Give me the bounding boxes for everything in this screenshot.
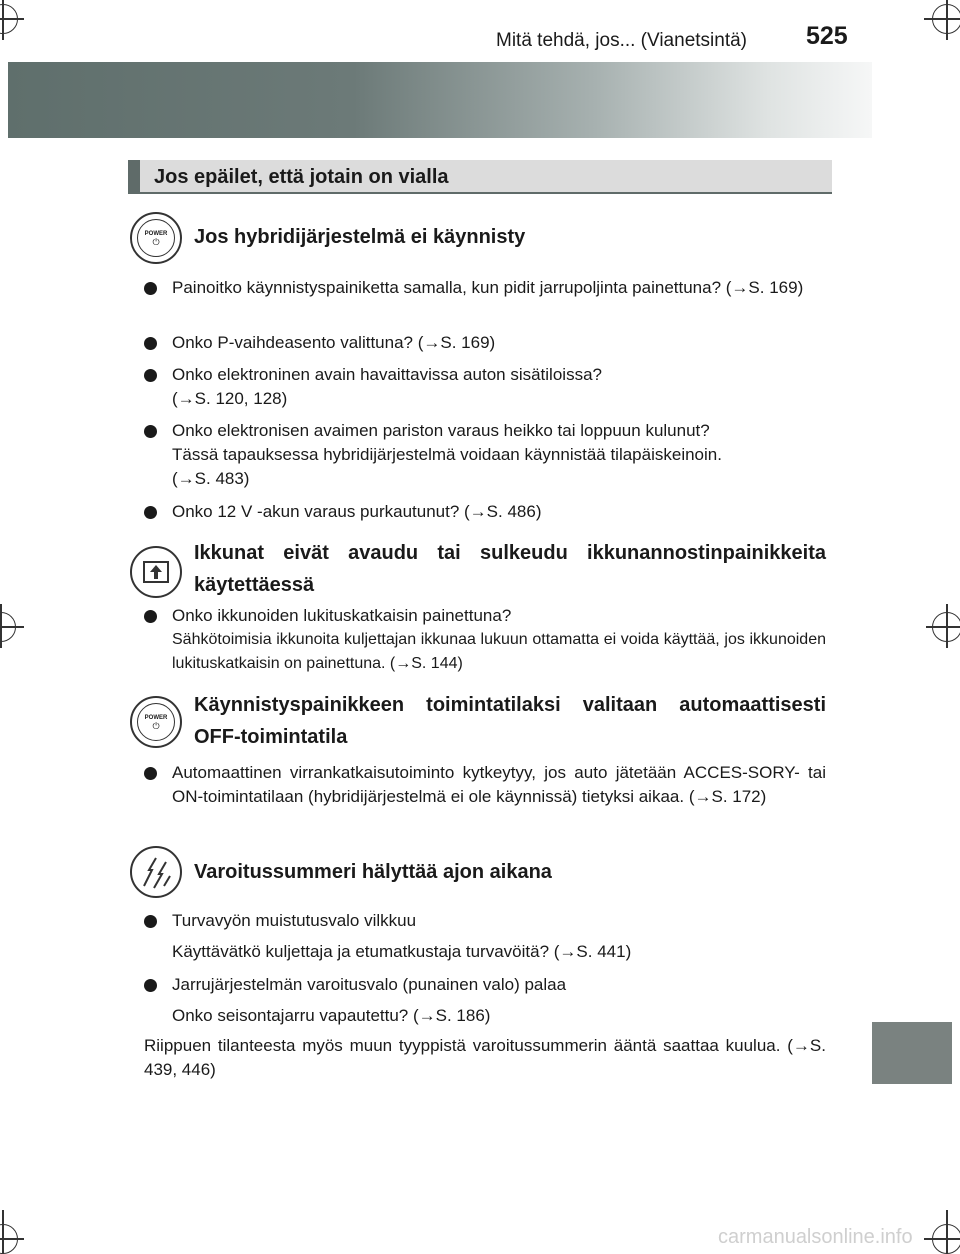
subheading-hybrid-not-starting: Jos hybridijärjestelmä ei käynnisty: [194, 226, 526, 248]
section-title: Jos epäilet, että jotain on vialla: [154, 166, 449, 188]
chapter-side-tab: [872, 1022, 952, 1084]
power-symbol-icon: ⏻: [152, 237, 160, 247]
list-item-continuation: Onko seisontajarru vapautettu? (→S. 186): [172, 1006, 491, 1025]
warning-buzzer-icon: [130, 846, 182, 898]
list-item-continuation: (→S. 120, 128): [172, 389, 288, 408]
chapter-title: Mitä tehdä, jos... (Vianetsintä): [496, 30, 747, 51]
list-item-continuation: Tässä tapauksessa hybridijärjestelmä voidaan käynnistää tilapäiskeinoin.: [172, 445, 722, 464]
bullet-icon: [144, 425, 157, 438]
bullet-icon: [144, 337, 157, 350]
list-item: Onko elektroninen avain havaittavissa auton sisätiloissa?: [144, 363, 826, 387]
list-item: Sähkötoimisia ikkunoita kuljettajan ikkunaa lukuun ottamatta ei voida käyttää, jos ikkunoiden lukituskatkaisin on painettuna. (→S. 144): [172, 631, 826, 672]
bullet-icon: [144, 915, 157, 928]
list-item-continuation: Käyttävätkö kuljettaja ja etumatkustaja turvavöitä? (→S. 441): [172, 942, 632, 961]
list-item: Jarrujärjestelmän varoitusvalo (punainen valo) palaa: [144, 973, 826, 997]
list-item: Onko P-vaihdeasento valittuna? (→S. 169): [144, 331, 826, 355]
watermark: carmanualsonline.info: [718, 1226, 913, 1248]
bullet-icon: [144, 610, 157, 623]
window-switch-icon: [130, 546, 182, 598]
list-item: Painoitko käynnistyspainiketta samalla, kun pidit jarrupoljinta painettuna? (→S. 169): [144, 276, 826, 300]
bullet-icon: [144, 979, 157, 992]
list-item: Turvavyön muistutusvalo vilkkuu: [144, 909, 826, 933]
subheading-windows-not-working: Ikkunat eivät avaudu tai sulkeudu ikkunannostinpainikkeita käytettäessä: [194, 542, 826, 596]
subheading-auto-off-mode: Käynnistyspainikkeen toimintatilaksi valitaan automaattisesti OFF-toimintatila: [194, 694, 826, 748]
bullet-icon: [144, 369, 157, 382]
bullet-icon: [144, 506, 157, 519]
section-heading-bar: [128, 160, 832, 194]
power-icon-label: POWER: [144, 231, 168, 237]
page-number: 525: [806, 22, 848, 50]
list-item: Onko ikkunoiden lukituskatkaisin painettuna?: [144, 604, 826, 628]
power-symbol-icon: ⏻: [152, 721, 160, 731]
list-item: Onko 12 V -akun varaus purkautunut? (→S. 486): [144, 500, 826, 524]
list-item: Automaattinen virrankatkaisutoiminto kytkeytyy, jos auto jätetään ACCES-SORY- tai ON-toimintatilaan (hybridijärjestelmä ei ole käynnissä) tietyksi aikaa. (→S. 172): [144, 761, 826, 809]
power-icon-label: POWER: [144, 715, 168, 721]
header-banner: [8, 62, 872, 138]
power-button-icon: [130, 212, 182, 264]
power-button-icon: [130, 696, 182, 748]
bullet-icon: [144, 282, 157, 295]
subheading-warning-buzzer: Varoitussummeri hälyttää ajon aikana: [194, 861, 552, 883]
list-item: Onko elektronisen avaimen pariston varaus heikko tai loppuun kulunut?: [144, 419, 826, 443]
note-paragraph: Riippuen tilanteesta myös muun tyyppistä varoitussummerin ääntä saattaa kuulua. (→S. 439, 446): [144, 1036, 826, 1079]
list-item-continuation: (→S. 483): [172, 469, 250, 488]
bullet-icon: [144, 767, 157, 780]
